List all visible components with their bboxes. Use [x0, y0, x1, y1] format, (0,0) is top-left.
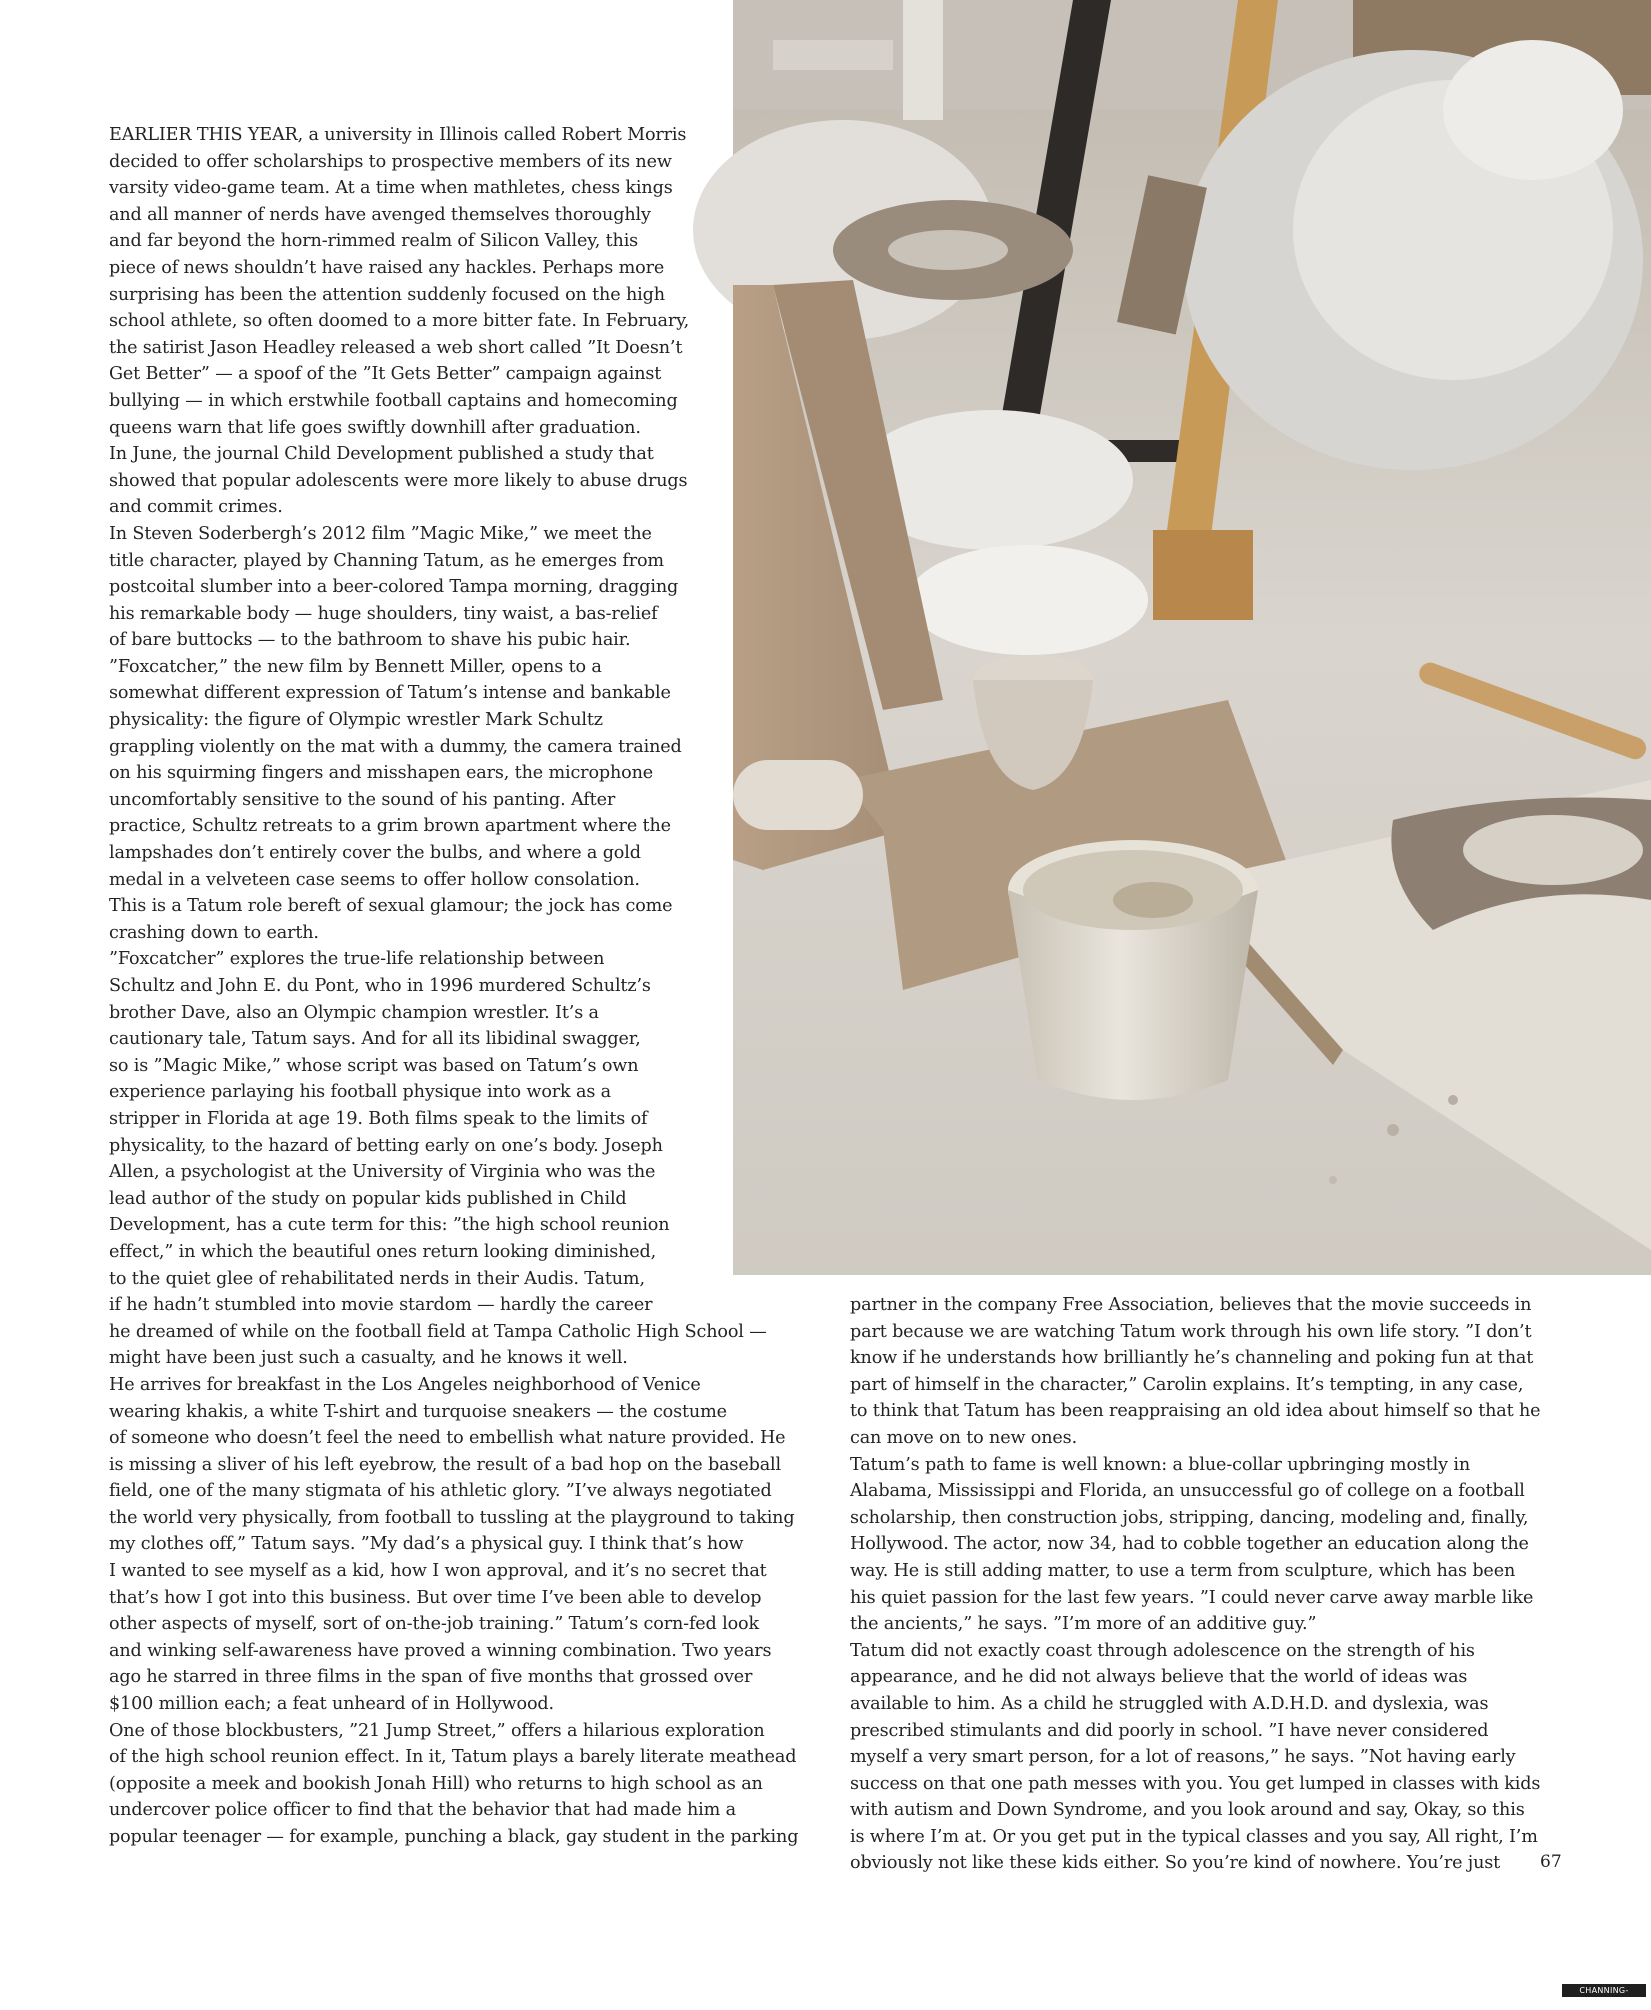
text-line: decided to offer scholarships to prospective members of its new	[109, 151, 672, 172]
text-line: grappling violently on the mat with a dummy, the camera trained	[109, 736, 682, 757]
text-line: can move on to new ones.	[850, 1427, 1078, 1448]
page-number: 67	[1540, 1852, 1562, 1872]
studio-photo-graphic	[733, 0, 1651, 1275]
text-line: part because we are watching Tatum work through his own life story. ”I don’t	[850, 1321, 1532, 1342]
text-line: (opposite a meek and bookish Jonah Hill) who returns to high school as an	[109, 1773, 763, 1794]
text-line: practice, Schultz retreats to a grim brown apartment where the	[109, 816, 671, 837]
text-line: Hollywood. The actor, now 34, had to cobble together an education along the	[850, 1534, 1529, 1555]
text-line: Development, has a cute term for this: ”the high school reunion	[109, 1215, 670, 1236]
text-line: obviously not like these kids either. So you’re kind of nowhere. You’re just	[850, 1853, 1501, 1874]
text-line: Schultz and John E. du Pont, who in 1996 murdered Schultz’s	[109, 976, 651, 996]
text-line: with autism and Down Syndrome, and you look around and say, Okay, so this	[850, 1800, 1525, 1821]
text-line: school athlete, so often doomed to a more bitter fate. In February,	[109, 311, 690, 332]
text-line: success on that one path messes with you. You get lumped in classes with kids	[850, 1773, 1541, 1794]
text-line: surprising has been the attention suddenly focused on the high	[109, 284, 665, 305]
text-line: part of himself in the character,” Carolin explains. It’s tempting, in any case,	[850, 1374, 1524, 1395]
text-line: other aspects of myself, sort of on-the-job training.” Tatum’s corn-fed look	[109, 1614, 759, 1635]
text-line: the satirist Jason Headley released a web short called ”It Doesn’t	[109, 337, 683, 358]
text-line: postcoital slumber into a beer-colored Tampa morning, dragging	[109, 577, 679, 598]
text-line: and commit crimes.	[109, 497, 283, 518]
text-line: queens warn that life goes swiftly downhill after graduation.	[109, 417, 641, 438]
text-line: my clothes off,” Tatum says. ”My dad’s a physical guy. I think that’s how	[109, 1534, 744, 1555]
text-line: experience parlaying his football physique into work as a	[109, 1082, 611, 1103]
text-line: popular teenager — for example, punching a black, gay student in the parking	[109, 1827, 799, 1847]
text-line: of the high school reunion effect. In it, Tatum plays a barely literate meathead	[109, 1747, 797, 1768]
text-line: he dreamed of while on the football field at Tampa Catholic High School —	[109, 1321, 767, 1342]
text-line: if he hadn’t stumbled into movie stardom — hardly the career	[109, 1295, 653, 1316]
text-line: and all manner of nerds have avenged themselves thoroughly	[109, 204, 651, 225]
text-line: title character, played by Channing Tatum, as he emerges from	[109, 550, 664, 571]
text-line: prescribed stimulants and did poorly in school. ”I have never considered	[850, 1720, 1489, 1741]
text-line: myself a very smart person, for a lot of reasons,” he says. ”Not having early	[850, 1747, 1516, 1768]
text-line: scholarship, then construction jobs, stripping, dancing, modeling and, finally,	[850, 1507, 1529, 1528]
text-line: Get Better” — a spoof of the ”It Gets Better” campaign against	[109, 364, 662, 385]
text-line: available to him. As a child he struggled with A.D.H.D. and dyslexia, was	[850, 1693, 1489, 1714]
text-line: wearing khakis, a white T-shirt and turquoise sneakers — the costume	[109, 1401, 727, 1422]
text-line: crashing down to earth.	[109, 922, 319, 943]
text-line: varsity video-game team. At a time when mathletes, chess kings	[109, 178, 673, 199]
text-line: He arrives for breakfast in the Los Angeles neighborhood of Venice	[109, 1374, 701, 1395]
text-line: of someone who doesn’t feel the need to embellish what nature provided. He	[109, 1428, 786, 1449]
text-line: Tatum’s path to fame is well known: a blue-collar upbringing mostly in	[850, 1454, 1471, 1475]
text-line: his quiet passion for the last few years. ”I could never carve away marble like	[850, 1587, 1534, 1608]
text-line: $100 million each; a feat unheard of in Hollywood.	[109, 1694, 554, 1715]
text-line: ”Foxcatcher” explores the true-life relationship between	[109, 949, 605, 970]
text-line: way. He is still adding matter, to use a term from sculpture, which has been	[850, 1560, 1516, 1581]
text-line: bullying — in which erstwhile football captains and homecoming	[109, 390, 678, 411]
text-line: and far beyond the horn-rimmed realm of Silicon Valley, this	[109, 231, 639, 252]
text-line: medal in a velveteen case seems to offer hollow consolation.	[109, 869, 640, 890]
text-line: know if he understands how brilliantly he’s channeling and poking fun at that	[850, 1348, 1534, 1369]
text-line: I wanted to see myself as a kid, how I won approval, and it’s no secret that	[109, 1561, 767, 1582]
text-line: the ancients,” he says. ”I’m more of an additive guy.”	[850, 1614, 1317, 1635]
text-line: somewhat different expression of Tatum’s intense and bankable	[109, 683, 671, 704]
text-line: In June, the journal Child Development published a study that	[109, 444, 654, 465]
text-line: the world very physically, from football to tussling at the playground to taking	[109, 1507, 795, 1528]
text-line: stripper in Florida at age 19. Both films speak to the limits of	[109, 1108, 648, 1129]
text-line: is missing a sliver of his left eyebrow, the result of a bad hop on the baseball	[109, 1454, 781, 1475]
text-line: undercover police officer to find that the behavior that had made him a	[109, 1800, 736, 1821]
text-line: In Steven Soderbergh’s 2012 film ”Magic Mike,” we meet the	[109, 523, 652, 544]
text-line: appearance, and he did not always believe that the world of ideas was	[850, 1667, 1468, 1688]
text-line: Tatum did not exactly coast through adolescence on the strength of his	[850, 1640, 1475, 1661]
text-line: to think that Tatum has been reappraising an old idea about himself so that he	[850, 1401, 1541, 1422]
text-line: is where I’m at. Or you get put in the typical classes and you say, All right, I’m	[850, 1826, 1538, 1847]
text-line: lead author of the study on popular kids published in Child	[109, 1188, 627, 1209]
text-line: field, one of the many stigmata of his athletic glory. ”I’ve always negotiated	[109, 1481, 772, 1502]
text-line: of bare buttocks — to the bathroom to shave his pubic hair.	[109, 630, 631, 651]
text-line: ”Foxcatcher,” the new film by Bennett Miller, opens to a	[109, 656, 602, 677]
text-line: might have been just such a casualty, and he knows it well.	[109, 1348, 628, 1369]
text-line: One of those blockbusters, ”21 Jump Street,” offers a hilarious exploration	[109, 1720, 765, 1741]
text-line: This is a Tatum role bereft of sexual glamour; the jock has come	[109, 896, 673, 917]
text-line: physicality, to the hazard of betting early on one’s body. Joseph	[109, 1135, 663, 1156]
text-line: ago he starred in three films in the span of five months that grossed over	[109, 1667, 753, 1688]
text-line: partner in the company Free Association, believes that the movie succeeds in	[850, 1295, 1532, 1315]
site-watermark: CHANNING-TATUM.COM	[1562, 1984, 1646, 1997]
text-line: Allen, a psychologist at the University of Virginia who was the	[109, 1162, 656, 1183]
text-line: lampshades don’t entirely cover the bulbs, and where a gold	[109, 843, 641, 864]
text-line: effect,” in which the beautiful ones return looking diminished,	[109, 1241, 657, 1262]
text-line: brother Dave, also an Olympic champion wrestler. It’s a	[109, 1002, 599, 1023]
text-line: so is ”Magic Mike,” whose script was based on Tatum’s own	[109, 1055, 639, 1076]
text-line: Alabama, Mississippi and Florida, an unsuccessful go of college on a football	[850, 1481, 1525, 1502]
text-line: physicality: the figure of Olympic wrestler Mark Schultz	[109, 710, 603, 731]
text-line: that’s how I got into this business. But over time I’ve been able to develop	[109, 1587, 762, 1608]
text-line: uncomfortably sensitive to the sound of his panting. After	[109, 789, 616, 810]
article-left-column	[109, 122, 827, 1851]
text-line: showed that popular adolescents were more likely to abuse drugs	[109, 470, 688, 491]
text-line: his remarkable body — huge shoulders, tiny waist, a bas-relief	[109, 603, 658, 624]
studio-photo	[733, 0, 1651, 1275]
text-line: cautionary tale, Tatum says. And for all its libidinal swagger,	[109, 1029, 641, 1050]
text-line: on his squirming fingers and misshapen ears, the microphone	[109, 763, 654, 784]
text-line: and winking self-awareness have proved a winning combination. Two years	[109, 1640, 772, 1661]
article-right-column	[850, 1292, 1550, 1877]
text-line: to the quiet glee of rehabilitated nerds in their Audis. Tatum,	[109, 1268, 645, 1289]
text-line: piece of news shouldn’t have raised any hackles. Perhaps more	[109, 257, 665, 278]
text-line: EARLIER THIS YEAR, a university in Illinois called Robert Morris	[109, 125, 687, 145]
